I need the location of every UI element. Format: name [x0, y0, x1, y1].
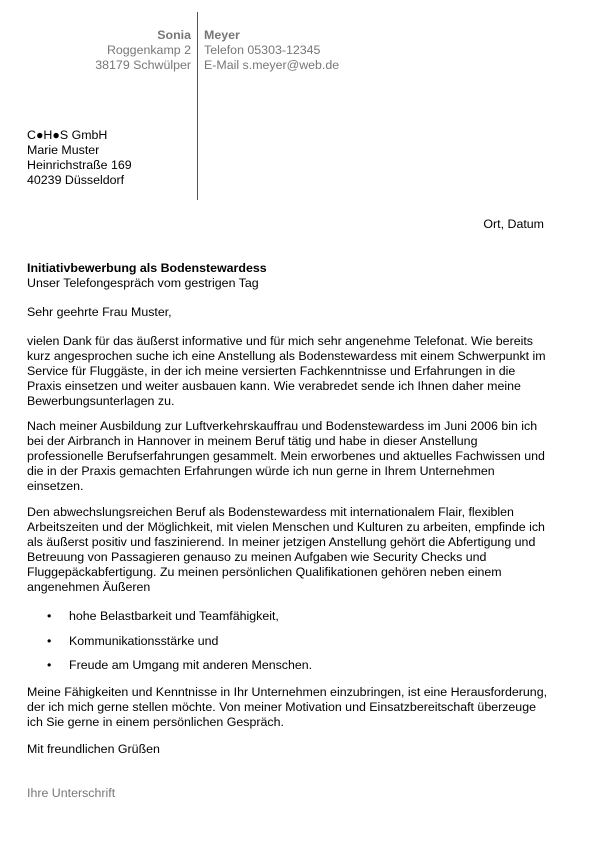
sender-city: 38179 Schwülper: [95, 58, 191, 72]
bullet-icon: •: [47, 658, 52, 672]
recipient-street: Heinrichstraße 169: [27, 158, 132, 172]
list-item-text: Freude am Umgang mit anderen Menschen.: [69, 658, 313, 672]
body-paragraph-4: Meine Fähigkeiten und Kenntnisse in Ihr Unternehmen einzubringen, ist eine Herausforderung, der ich mich gerne stellen möchte. Von meiner Motivation und Einsatzbereitschaft überzeuge ich Sie gerne in einem persönlichen Gespräch.: [27, 685, 548, 729]
body-paragraph-2: Nach meiner Ausbildung zur Luftverkehrskauffrau und Bodenstewardess im Juni 2006 bin ich bei der Airbranch in Hannover in meinem Beruf tätig und habe in dieser Anstellung professionelle Berufserfahrungen gesammelt. Mein erworbenes und aktuelles Fachwissen und die in der Praxis gemachten Erfahrungen würde ich nun gerne in Ihrem Unternehmen einsetzen.: [27, 419, 545, 493]
subject-reference: Unser Telefongespräch vom gestrigen Tag: [27, 276, 259, 290]
subject-block: [27, 261, 552, 291]
recipient-address: [27, 128, 552, 188]
body-paragraph-3: Den abwechslungsreichen Beruf als Bodenstewardess mit internationalem Flair, flexiblen Arbeitszeiten und der Möglichkeit, mit vielen Menschen und Kulturen zu arbeiten, empfinde ich als äußerst positiv und faszinierend. In meiner jetzigen Anstellung gehört die Abfertigung und Betreuung von Passagieren genauso zu meinen Aufgaben wie Security Checks und Fluggepäckabfertigung. Zu meinen persönlichen Qualifikationen gehören neben einem angenehmen Äußeren: [27, 505, 545, 594]
body-paragraph-1: vielen Dank für das äußerst informative und für mich sehr angenehme Telefonat. Wie bereits kurz angesprochen suche ich eine Anstellung als Bodenstewardess mit einem Schwerpunkt im Service für Fluggäste, in der ich meine versierten Fachkenntnisse und Erfahrungen in die Praxis einsetzen und weiter ausbauen kann. Wie verabredet sende ich Ihnen daher meine Bewerbungsunterlagen zu.: [27, 334, 546, 408]
place-date: Ort, Datum: [483, 217, 544, 231]
sender-contact-block: [204, 28, 339, 73]
bullet-icon: •: [47, 609, 52, 623]
list-item: [27, 609, 552, 634]
sender-first-name: Sonia: [157, 28, 191, 42]
recipient-company: C●H●S GmbH: [27, 128, 108, 142]
sender-phone: Telefon 05303-12345: [204, 43, 321, 57]
subject-title: Initiativbewerbung als Bodenstewardess: [27, 261, 267, 275]
signature-placeholder: Ihre Unterschrift: [27, 786, 116, 800]
list-item: [27, 658, 552, 683]
closing: Mit freundlichen Grüßen: [27, 742, 160, 756]
list-item: [27, 634, 552, 659]
sender-last-name: Meyer: [204, 28, 240, 42]
sender-email: E-Mail s.meyer@web.de: [204, 58, 340, 72]
bullet-icon: •: [47, 633, 52, 648]
salutation: Sehr geehrte Frau Muster,: [27, 305, 172, 319]
sender-address-block: [95, 28, 191, 73]
recipient-city: 40239 Düsseldorf: [27, 173, 125, 187]
list-item-text: Kommunikationsstärke und: [69, 633, 219, 648]
qualification-list: [27, 609, 552, 683]
sender-street: Roggenkamp 2: [106, 43, 191, 57]
list-item-text: hohe Belastbarkeit und Teamfähigkeit,: [69, 609, 279, 623]
recipient-person: Marie Muster: [27, 143, 100, 157]
